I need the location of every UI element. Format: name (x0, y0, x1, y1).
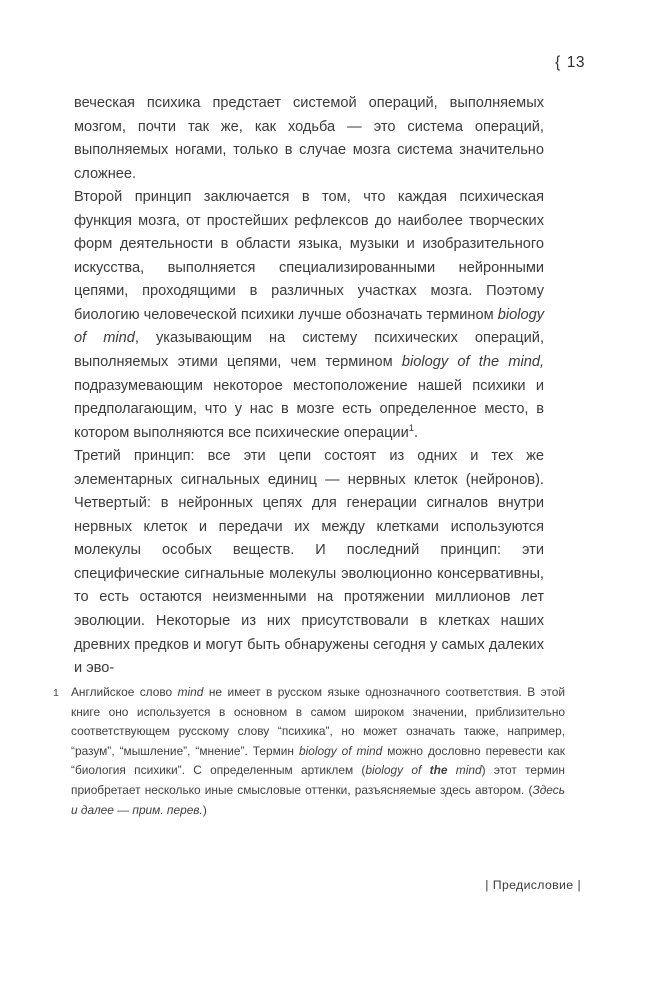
italic-word-mind-2: mind (447, 763, 482, 778)
bold-italic-word-the: the (429, 763, 448, 778)
paragraph-3 (74, 445, 544, 680)
footnote-block (53, 683, 565, 820)
text-run: , указывающим на систему психических операций, выполняемых этими цепями, чем термином (74, 330, 545, 371)
italic-term-biology-of-mind: biology of mind (74, 306, 544, 347)
italic-word-mind: mind (177, 685, 204, 699)
footnote-body (71, 683, 565, 820)
text-run: ) этот термин приобретает несколько иные смысловые оттенки, разъясняемые здесь автором. ( (71, 763, 566, 797)
paragraph-1 (74, 92, 544, 186)
text-run: . (414, 424, 419, 441)
footer-section-label: Предисловие (492, 878, 574, 892)
running-head (0, 54, 585, 72)
running-footer (0, 878, 585, 892)
text-run: Английское слово (71, 685, 178, 699)
text-run: Второй принцип заключается в том, что каждая психическая функция мозга, от простейших рефлексов до наиболее творческих форм деятельности в области языка, музыки и изобразительного искусства, выполняется специализированными нейронными цепями, проходящими в различных участках мозга. Поэтому биологию человеческой психики лучше обозначать термином (74, 189, 544, 323)
italic-term-biology-of-the-mind: biology of the mind, (401, 354, 545, 371)
italic-term-biology-of: biology of (365, 763, 430, 778)
body-text-block (74, 92, 544, 681)
paragraph-2 (74, 186, 544, 445)
page-number: 13 (566, 54, 585, 71)
italic-translator-note: Здесь и далее — прим. перев. (71, 782, 565, 817)
text-run: ) (202, 802, 207, 817)
text-run: Третий принцип: все эти цепи состоят из одних и тех же элементарных сигнальных единиц — нервных клеток (нейронов). Четвертый: в нейронных цепях для генерации сигналов внутри нервных клеток и передачи их между клетками используются молекулы особых веществ. И последний принцип: эти специфические сигнальные молекулы эволюционно консервативны, то есть остаются неизменными на протяжении миллионов лет эволюции. Некоторые из них присутствовали в клетках наших древних предков и могут быть обнаружены сегодня у самых далеких и эво- (74, 448, 544, 677)
text-run: подразумевающим некоторое местоположение нашей психики и предполагающим, что у нас в мозге есть определенное место, в котором выполняются все психические операции (74, 377, 544, 441)
footnote-number: 1 (53, 687, 59, 699)
text-run: можно дословно перевести как “биология психики”. С определенным артиклем ( (71, 743, 565, 778)
footer-right-bar: | (577, 878, 581, 892)
footnote-reference-marker[interactable]: 1 (408, 422, 415, 434)
text-run: веческая психика предстает системой операций, выполняемых мозгом, почти так же, как ходьба — это система операций, выполняемых ногами, только в случае мозга система значительно сложнее. (74, 95, 544, 182)
text-run: не имеет в русском языке однозначного соответствия. В этой книге оно используется в основном в самом широком значении, приблизительно соответствующем русскому слову “психика”, но может означать также, например, “разум”, “мышление”, “мнение”. Термин (71, 685, 565, 758)
brace-ornament: { (555, 54, 561, 71)
italic-term-biology-of-mind: biology of mind (298, 743, 383, 758)
footer-left-bar: | (485, 878, 489, 892)
